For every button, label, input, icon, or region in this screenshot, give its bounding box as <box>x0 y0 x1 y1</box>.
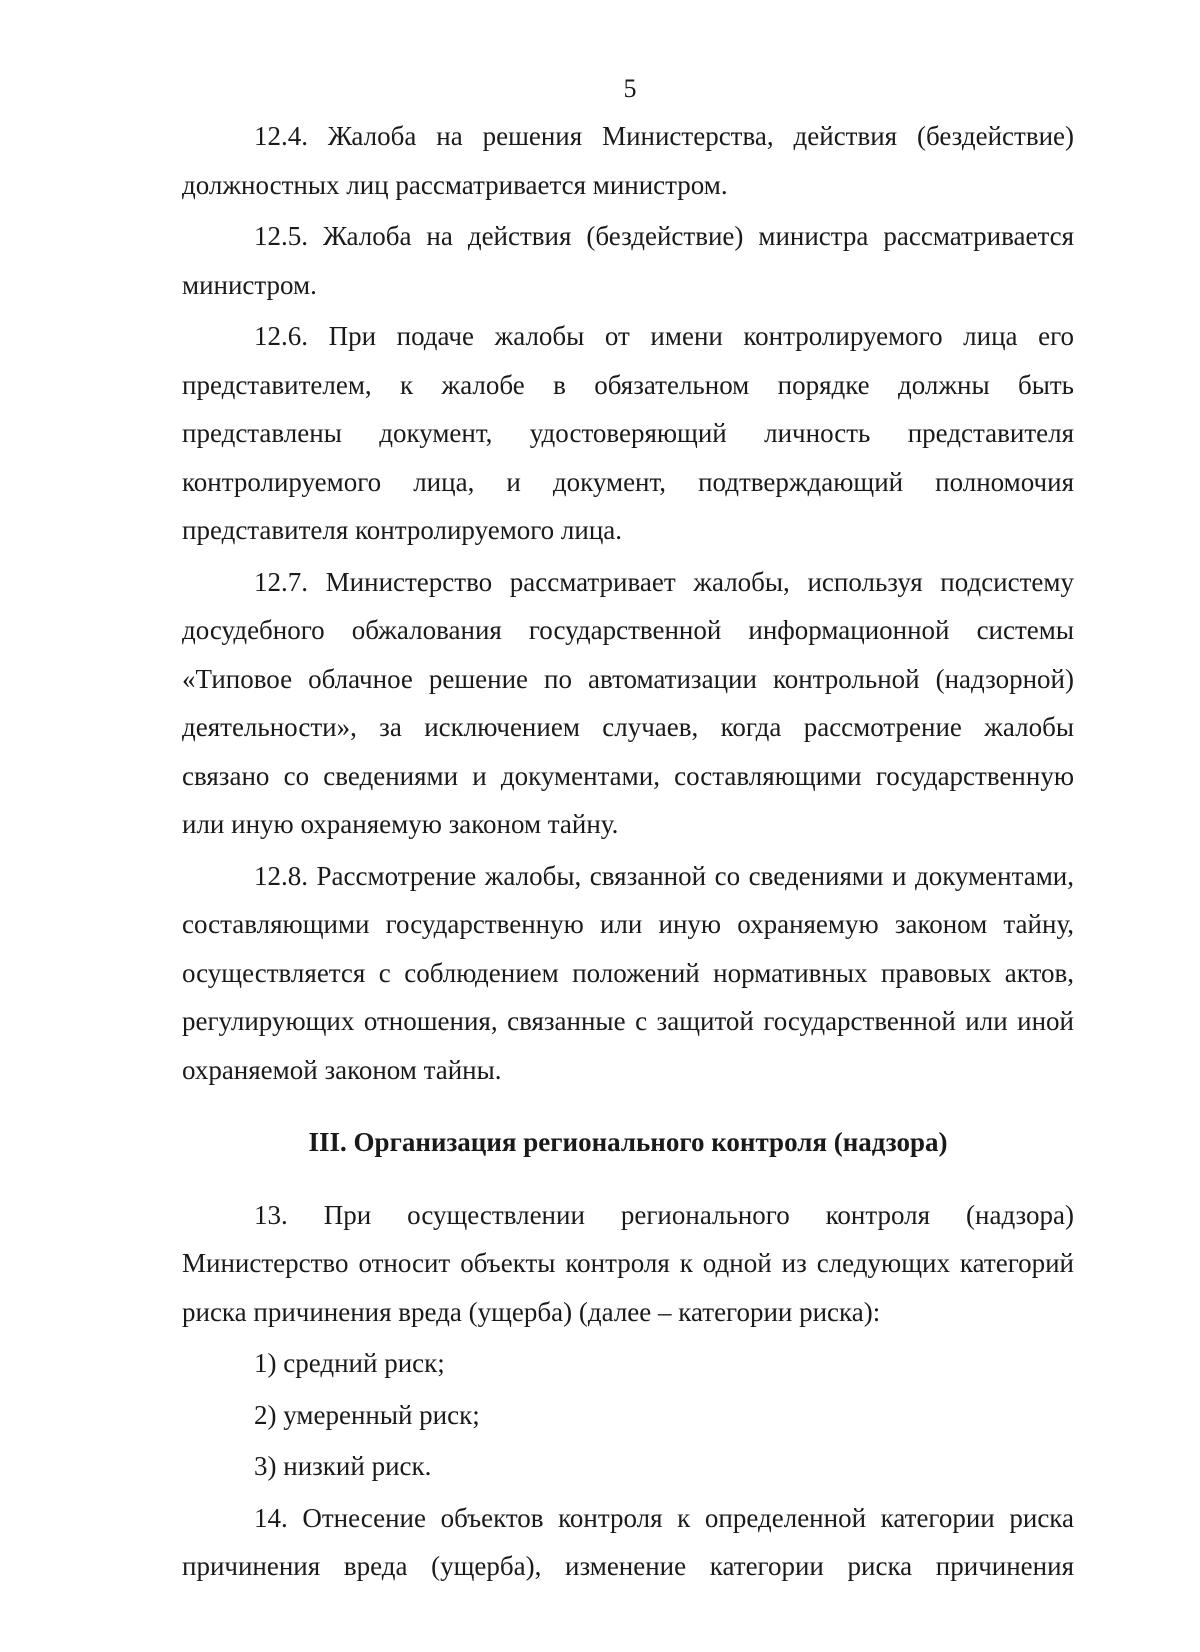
list-item-moderate-risk: 2) умеренный риск; <box>254 1399 480 1430</box>
list-item-low-risk: 3) низкий риск. <box>254 1451 432 1481</box>
list-item-medium-risk: 1) средний риск; <box>254 1348 445 1378</box>
paragraph-12-4: 12.4. Жалоба на решения Министерства, действия (бездействие) должностных лиц рассматривается министром. <box>182 121 1074 200</box>
section-heading: III. Организация регионального контроля (надзора) <box>308 1127 948 1157</box>
paragraph-12-8: 12.8. Рассмотрение жалобы, связанной со сведениями и документами, составляющими государственную или иную охраняемую законом тайну, осуществляется с соблюдением положений нормативных правовых актов, регулирующих отношения, связанные с защитой государственной или иной охраняемой законом тайны. <box>182 860 1074 1085</box>
paragraph-12-5: 12.5. Жалоба на действия (бездействие) министра рассматривается министром. <box>182 221 1074 300</box>
document-body <box>182 112 1074 1591</box>
paragraph-14: 14. Отнесение объектов контроля к определенной категории риска причинения вреда (ущерба), изменение категории риска причинения <box>182 1502 1074 1581</box>
paragraph-12-7: 12.7. Министерство рассматривает жалобы, используя подсистему досудебного обжалования государственной информационной системы «Типовое облачное решение по автоматизации контрольной (надзорной) деятельности», за исключением случаев, когда рассмотрение жалобы связано со сведениями и документами, составляющими государственную или иную охраняемую законом тайну. <box>182 566 1074 839</box>
paragraph-13: 13. При осуществлении регионального контроля (надзора) Министерство относит объекты контроля к одной из следующих категорий риска причинения вреда (ущерба) (далее – категории риска): <box>182 1199 1074 1327</box>
page-number: 5 <box>623 74 637 103</box>
paragraph-12-6: 12.6. При подаче жалобы от имени контролируемого лица его представителем, к жалобе в обязательном порядке должны быть представлены документ, удостоверяющий личность представителя контролируемого лица, и документ, подтверждающий полномочия представителя контролируемого лица. <box>182 321 1074 545</box>
